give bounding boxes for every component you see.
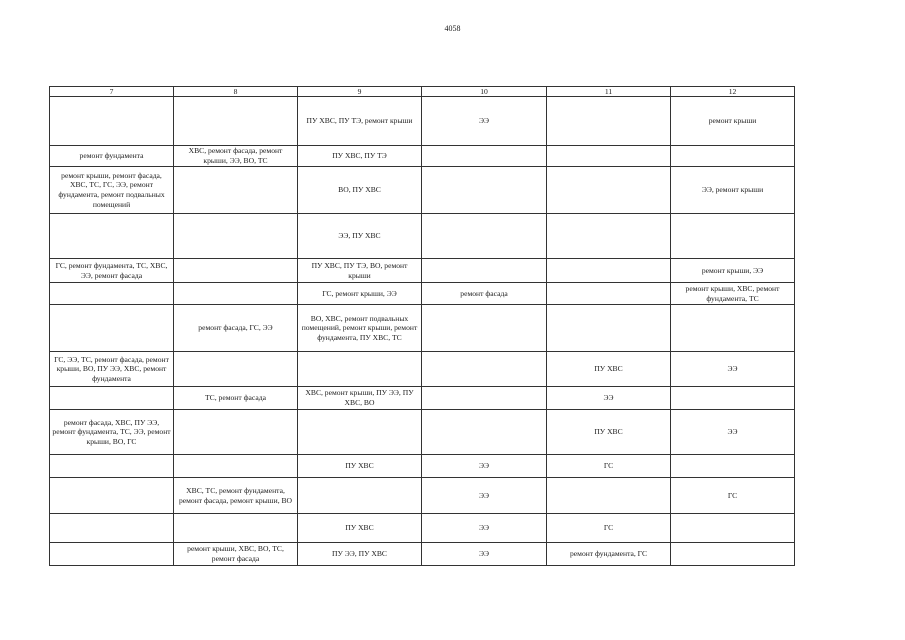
table-cell-col-12 (671, 146, 795, 167)
data-table (49, 86, 795, 566)
table-cell-col-11 (547, 97, 671, 146)
table-cell-col-8 (174, 283, 298, 305)
table-cell-col-11: ремонт фундамента, ГС (547, 543, 671, 566)
table-cell-col-9: ПУ ХВС, ПУ ТЭ, ремонт крыши (298, 97, 422, 146)
table-cell-col-8 (174, 352, 298, 387)
table-cell-col-11 (547, 214, 671, 259)
table-row (50, 97, 795, 146)
table-cell-col-12 (671, 305, 795, 352)
table-cell-col-7 (50, 543, 174, 566)
table-cell-col-10 (422, 167, 547, 214)
table-cell-col-10 (422, 259, 547, 283)
table-cell-col-12: ремонт крыши, ХВС, ремонт фундамента, ТС (671, 283, 795, 305)
column-number-row (50, 87, 795, 97)
table-row (50, 305, 795, 352)
table-cell-col-9: ПУ ЭЭ, ПУ ХВС (298, 543, 422, 566)
table-cell-col-7 (50, 514, 174, 543)
table-cell-col-8 (174, 97, 298, 146)
table-cell-col-12: ЭЭ (671, 352, 795, 387)
table-cell-col-8: ХВС, ТС, ремонт фундамента, ремонт фасада, ремонт крыши, ВО (174, 478, 298, 514)
column-header-10: 10 (422, 87, 547, 97)
column-header-11: 11 (547, 87, 671, 97)
table-cell-col-7: ремонт фасада, ХВС, ПУ ЭЭ, ремонт фундамента, ТС, ЭЭ, ремонт крыши, ВО, ГС (50, 410, 174, 455)
table-cell-col-9: ВО, ПУ ХВС (298, 167, 422, 214)
table-cell-col-8 (174, 259, 298, 283)
table-cell-col-10 (422, 214, 547, 259)
table-cell-col-10 (422, 352, 547, 387)
table-row (50, 283, 795, 305)
table-cell-col-10 (422, 305, 547, 352)
table-cell-col-7 (50, 214, 174, 259)
table-row (50, 410, 795, 455)
table-cell-col-10: ЭЭ (422, 478, 547, 514)
table-cell-col-11 (547, 478, 671, 514)
table-cell-col-9: ПУ ХВС (298, 455, 422, 478)
table-cell-col-9: ГС, ремонт крыши, ЭЭ (298, 283, 422, 305)
table-cell-col-7: ГС, ремонт фундамента, ТС, ХВС, ЭЭ, ремонт фасада (50, 259, 174, 283)
table-cell-col-7 (50, 387, 174, 410)
table-cell-col-7 (50, 97, 174, 146)
table-cell-col-12: ремонт крыши (671, 97, 795, 146)
table-cell-col-10: ЭЭ (422, 455, 547, 478)
table-cell-col-8: ТС, ремонт фасада (174, 387, 298, 410)
column-header-7: 7 (50, 87, 174, 97)
table-cell-col-12: ЭЭ (671, 410, 795, 455)
table-cell-col-9 (298, 352, 422, 387)
column-header-8: 8 (174, 87, 298, 97)
page-number: 4058 (444, 24, 461, 33)
table-cell-col-9 (298, 478, 422, 514)
table-cell-col-9: ВО, ХВС, ремонт подвальных помещений, ремонт крыши, ремонт фундамента, ПУ ХВС, ТС (298, 305, 422, 352)
table-cell-col-10 (422, 387, 547, 410)
table-cell-col-11 (547, 146, 671, 167)
table-cell-col-12: ГС (671, 478, 795, 514)
table-row (50, 214, 795, 259)
table-row (50, 478, 795, 514)
table-cell-col-12 (671, 214, 795, 259)
table-row (50, 259, 795, 283)
table-cell-col-8 (174, 514, 298, 543)
table-row (50, 167, 795, 214)
table-cell-col-12 (671, 455, 795, 478)
table-cell-col-7 (50, 478, 174, 514)
table-cell-col-9 (298, 410, 422, 455)
table-cell-col-12 (671, 514, 795, 543)
table-row (50, 543, 795, 566)
table-cell-col-10 (422, 410, 547, 455)
table-cell-col-7 (50, 283, 174, 305)
table-cell-col-10: ЭЭ (422, 97, 547, 146)
table-cell-col-11 (547, 167, 671, 214)
table-cell-col-8 (174, 455, 298, 478)
table-cell-col-8: ХВС, ремонт фасада, ремонт крыши, ЭЭ, ВО, ТС (174, 146, 298, 167)
table-cell-col-8: ремонт крыши, ХВС, ВО, ТС, ремонт фасада (174, 543, 298, 566)
table-cell-col-11: ГС (547, 514, 671, 543)
table-cell-col-11 (547, 259, 671, 283)
table-cell-col-9: ЭЭ, ПУ ХВС (298, 214, 422, 259)
table-cell-col-8 (174, 214, 298, 259)
table-cell-col-7 (50, 455, 174, 478)
column-header-12: 12 (671, 87, 795, 97)
table-cell-col-9: ПУ ХВС, ПУ ТЭ, ВО, ремонт крыши (298, 259, 422, 283)
table-cell-col-10: ЭЭ (422, 543, 547, 566)
table-cell-col-9: ХВС, ремонт крыши, ПУ ЭЭ, ПУ ХВС, ВО (298, 387, 422, 410)
table-row (50, 387, 795, 410)
table-cell-col-11 (547, 283, 671, 305)
table-cell-col-12: ЭЭ, ремонт крыши (671, 167, 795, 214)
table-row (50, 352, 795, 387)
column-header-9: 9 (298, 87, 422, 97)
table-cell-col-11 (547, 305, 671, 352)
table-cell-col-9: ПУ ХВС, ПУ ТЭ (298, 146, 422, 167)
table-cell-col-9: ПУ ХВС (298, 514, 422, 543)
table-cell-col-10: ремонт фасада (422, 283, 547, 305)
table-cell-col-11: ПУ ХВС (547, 352, 671, 387)
table-cell-col-7: ремонт фундамента (50, 146, 174, 167)
table-cell-col-7: ГС, ЭЭ, ТС, ремонт фасада, ремонт крыши, ВО, ПУ ЭЭ, ХВС, ремонт фундамента (50, 352, 174, 387)
table-cell-col-10: ЭЭ (422, 514, 547, 543)
table-cell-col-11: ПУ ХВС (547, 410, 671, 455)
table-cell-col-7: ремонт крыши, ремонт фасада, ХВС, ТС, ГС, ЭЭ, ремонт фундамента, ремонт подвальных помещений (50, 167, 174, 214)
table-cell-col-8: ремонт фасада, ГС, ЭЭ (174, 305, 298, 352)
table-row (50, 146, 795, 167)
table-cell-col-10 (422, 146, 547, 167)
table-cell-col-11: ЭЭ (547, 387, 671, 410)
table-cell-col-7 (50, 305, 174, 352)
table-cell-col-8 (174, 410, 298, 455)
table-cell-col-12: ремонт крыши, ЭЭ (671, 259, 795, 283)
table-cell-col-8 (174, 167, 298, 214)
table-cell-col-11: ГС (547, 455, 671, 478)
table-cell-col-12 (671, 387, 795, 410)
table-cell-col-12 (671, 543, 795, 566)
table-row (50, 514, 795, 543)
table-row (50, 455, 795, 478)
